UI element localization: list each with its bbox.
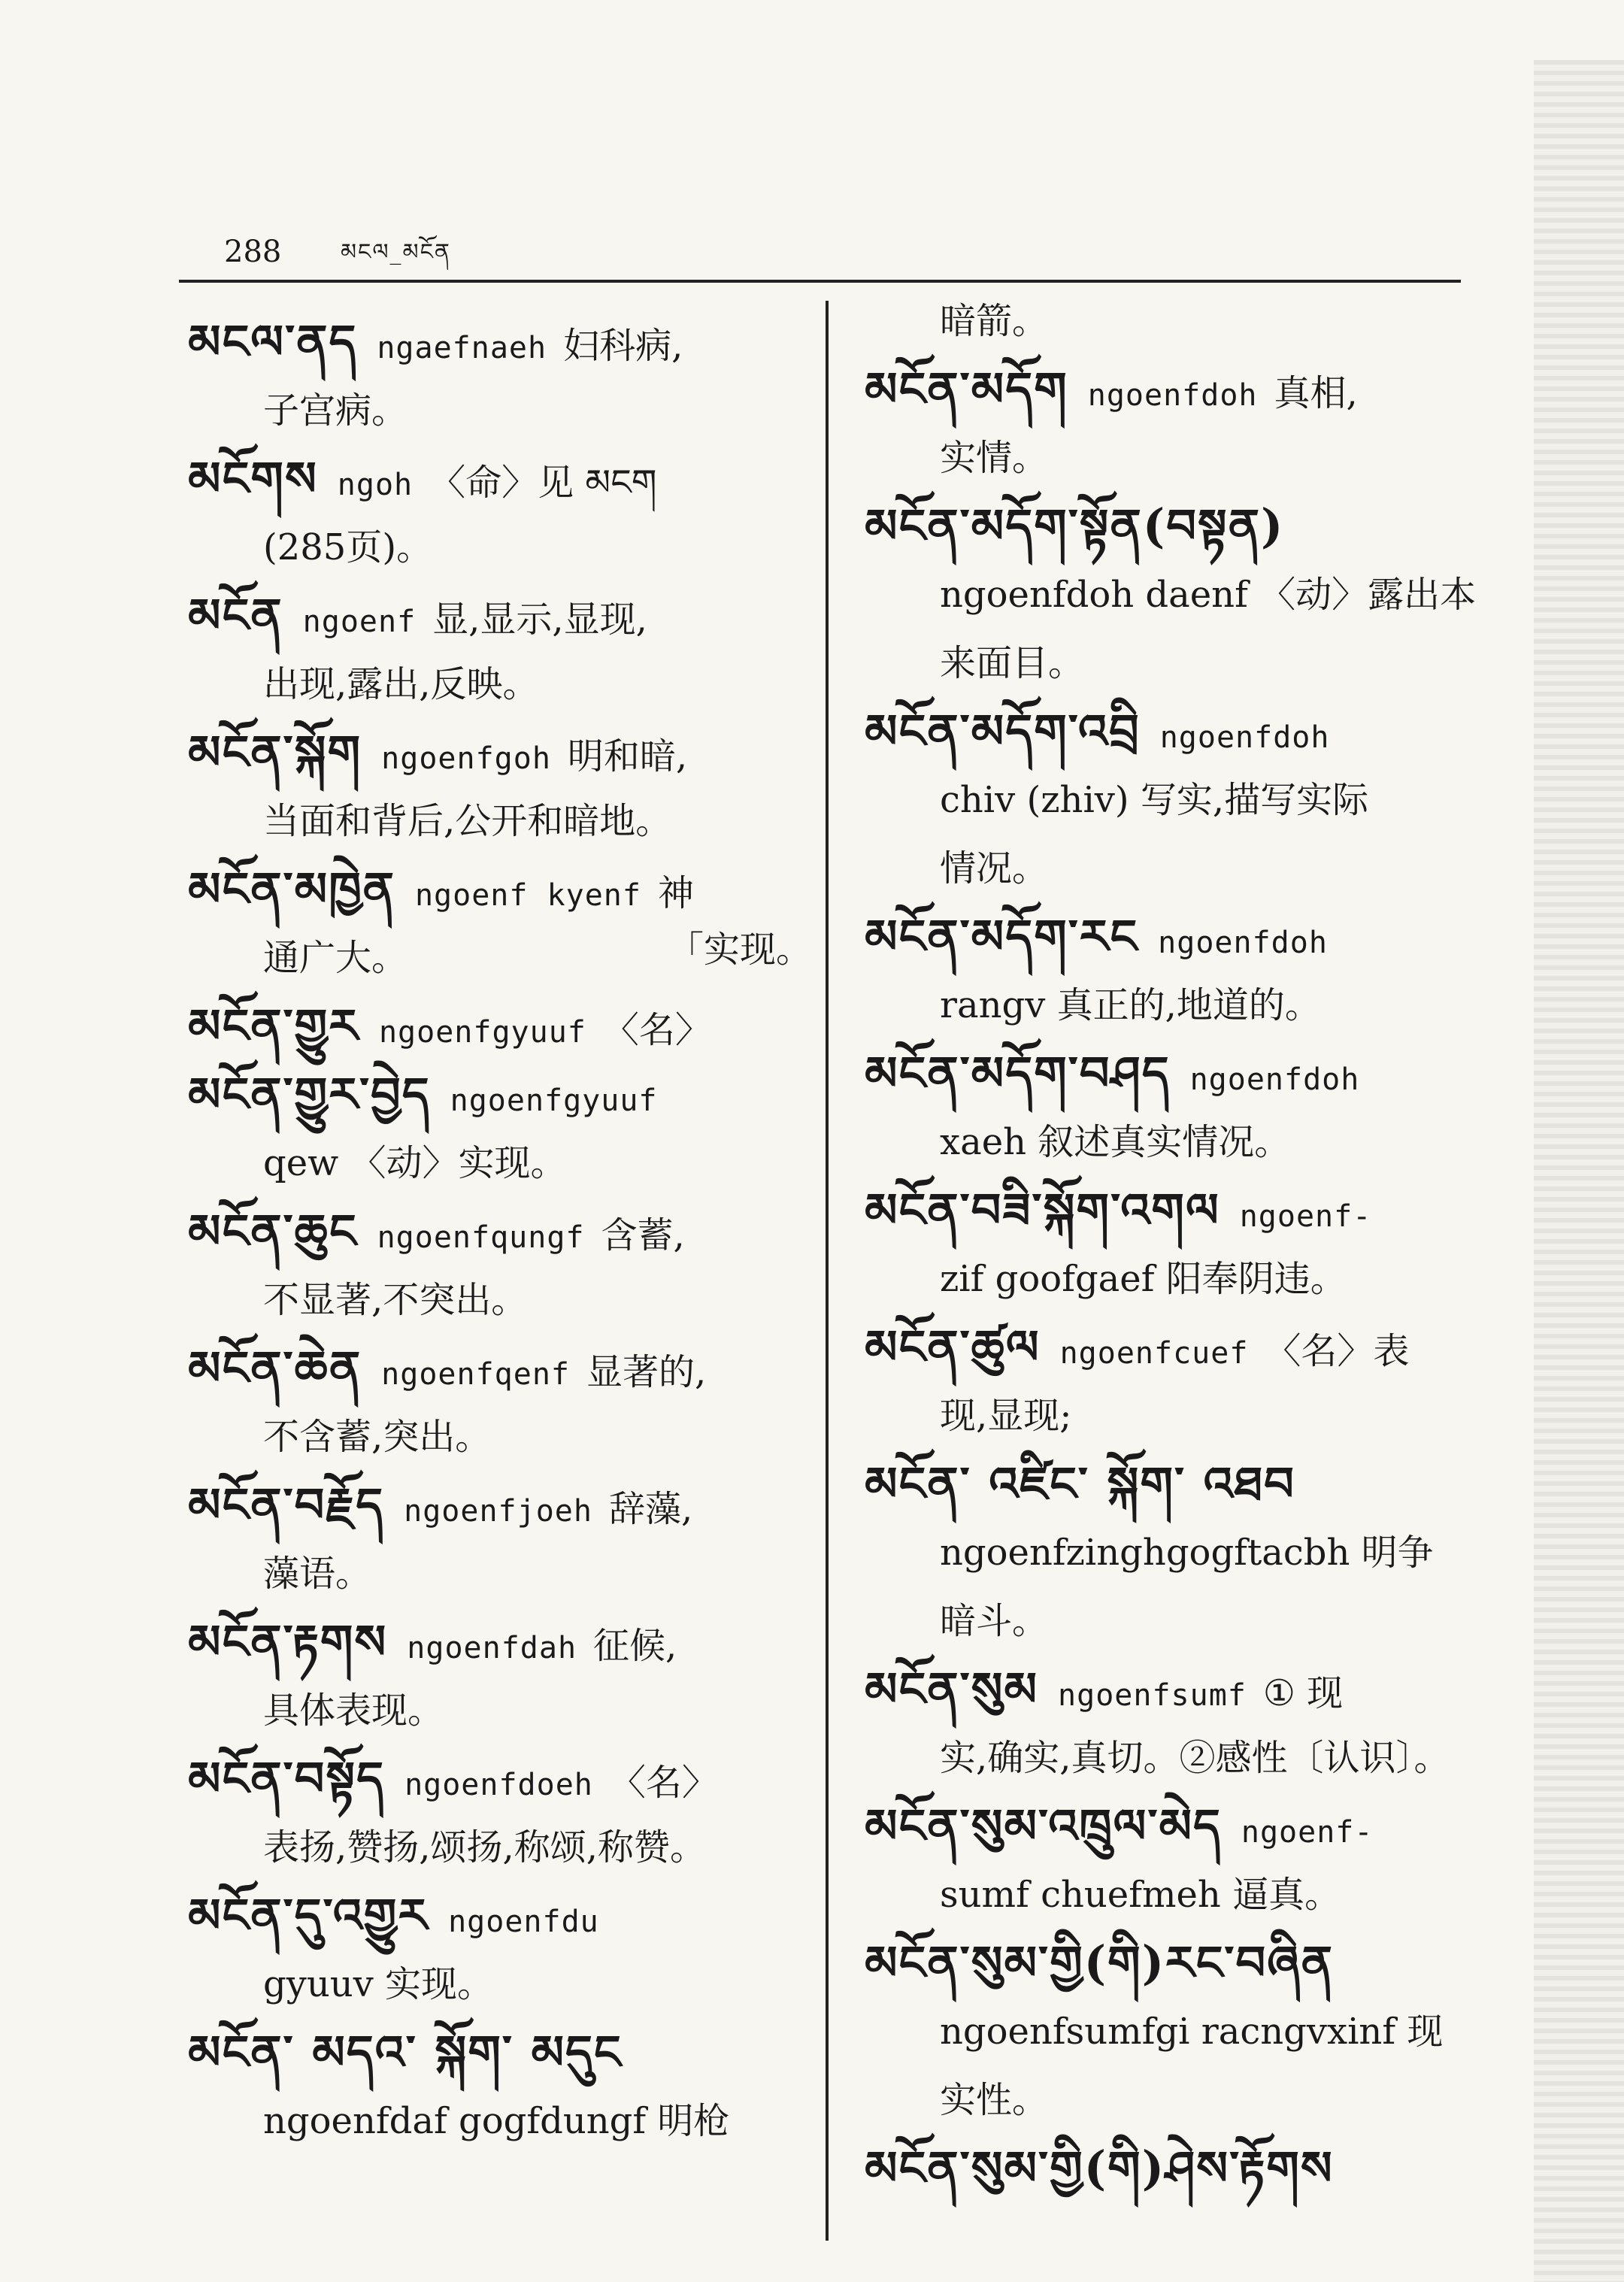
romanization: ngoenfqenf [381,1357,570,1392]
tibetan-headword: མངོན་གྱུར་བྱེད [188,1067,431,1122]
definition: rangv 真正的,地道的。 [940,984,1321,1026]
entry-continuation-line [188,2095,729,2147]
entry-headword-line [188,1890,616,1948]
entry-continuation-line [188,1958,493,2011]
romanization: ngoenfcuef [1059,1336,1249,1371]
definition: 情况。 [940,847,1049,889]
entry-headword-line [865,1458,1315,1514]
entry-continuation-line [865,1390,1071,1442]
definition: 藻语。 [263,1553,372,1595]
definition: zif goofgaef 阳奉阴违。 [940,1258,1347,1300]
tibetan-headword: མངོན་བརྗོད [188,1477,385,1532]
definition: ngoenfdaf gogfdungf 明枪 [263,2100,730,2142]
definition: qew 〈动〉实现。 [263,1142,567,1184]
entry-headword-line [865,1937,1353,1993]
romanization: ngoenf- [1239,1199,1372,1234]
entry-headword-line [865,1663,1343,1722]
romanization: ngoenfgoh [381,741,551,776]
definition: 显,显示,显现, [432,599,647,641]
entry-continuation-line [188,521,432,574]
romanization: ngoenfdoh [1189,1062,1360,1097]
definition: 显著的, [586,1351,707,1393]
entry-continuation-line [865,1253,1347,1305]
tibetan-headword: མངོན་ཚུལ [865,1320,1041,1374]
definition: 〈名〉表 [1265,1330,1410,1372]
entry-continuation-line [188,1684,444,1737]
page-number: 288 [224,235,282,269]
entry-headword-line [865,705,1346,764]
entry-headword-line [188,1068,674,1127]
definition: 子宫病。 [263,389,408,432]
romanization: ngoenfgyuuf [450,1083,658,1118]
definition: ngoenfzinghgogftacbh 明争 [940,1532,1434,1574]
definition: 妇科病, [563,325,683,367]
definition: 来面目。 [940,642,1085,684]
romanization: ngoenfdoh [1158,926,1328,960]
entry-continuation-line [865,568,1476,621]
entry-headword-line [188,589,647,648]
romanization: ngoenfdah [407,1631,577,1665]
romanization: ngoenfqungf [377,1220,585,1255]
tibetan-headword: མངོན་ཆུང [188,1204,358,1259]
scan-edge [1534,60,1624,2282]
definition: 实情。 [940,437,1049,479]
entry-continuation-line [865,1116,1290,1168]
entry-continuation-line [188,1821,706,1874]
definition: 表扬,赞扬,颂扬,称颂,称赞。 [263,1826,707,1868]
tibetan-headword: མངོན [188,588,283,643]
entry-headword-line [188,726,687,785]
entry-continuation-line [188,1137,566,1189]
entry-continuation-line [865,432,1048,484]
romanization: ngoh [337,468,414,502]
definition: 实性。 [940,2079,1049,2121]
entry-continuation-line [188,932,408,984]
definition: 〈命〉见 མངག [429,462,657,504]
entry-headword-line [188,1000,711,1059]
definition: 真相, [1274,372,1358,414]
romanization: ngoenfgyuuf [378,1015,586,1050]
definition: 通广大。 [263,937,408,979]
definition: ngoenfsumfgi racngvxinf 现 [940,2011,1444,2053]
tibetan-headword: མངོན་ཆེན [188,1341,362,1396]
tibetan-headword: མངོན་དུ་འགྱུར [188,1888,429,1943]
definition: chiv (zhiv) 写实,描写实际 [940,779,1369,821]
entry-headword-line [188,1342,706,1401]
definition: ① 现 [1262,1672,1344,1714]
tibetan-headword: མངོན་ མདའ་ སྐོག་ མདུང [188,2025,623,2080]
tibetan-headword: མངལ་ནད [188,314,358,369]
entry-continuation-line [865,1732,1450,1784]
tibetan-headword: མངོན་སུམ [865,1662,1039,1717]
definition: 暗斗。 [940,1600,1049,1642]
entry-headword-line [188,1616,677,1674]
tibetan-headword: མངོན་བསྟོད [188,1751,386,1806]
tibetan-headword: མངོན་མདོག་བཤད [865,1046,1171,1101]
entry-continuation-line [188,1274,527,1326]
running-head: མངལ_མངོན [341,239,451,265]
definition: 当面和背后,公开和暗地。 [263,800,672,842]
tibetan-headword: མངོན་མདོག [865,362,1068,417]
entry-headword-line [865,500,1304,556]
tibetan-headword: མངོན་མཁྱེན [188,862,395,917]
tibetan-headword: མངོགས [188,451,318,506]
entry-headword-line [188,453,657,511]
entry-headword-line [865,1800,1389,1859]
column-divider [826,301,829,2241]
tibetan-headword: མངོན་ འཛིང་ སྐོག་ འཐབ [865,1456,1295,1511]
romanization: ngaefnaeh [377,331,547,365]
definition: 神 [657,872,694,914]
romanization: ngoenfjoeh [404,1494,592,1529]
romanization: ngoenfdoh [1087,378,1258,413]
definition: 〈名〉 [609,1762,718,1804]
tibetan-headword: མངོན་མདོག་འབྲི [865,704,1141,759]
entry-continuation-line [865,979,1321,1032]
tibetan-headword: མངོན་སུམ་གྱི(གི)ཤེས་རྟོགས [865,2141,1334,2196]
entry-headword-line [188,316,683,374]
definition: sumf chuefmeh 逼真。 [940,1874,1341,1916]
entry-headword-line [865,363,1358,422]
tibetan-headword: མངོན་མདོག་རང [865,909,1139,964]
definition: 征候, [593,1625,677,1667]
entry-continuation-line [188,1547,371,1600]
entry-continuation-line [865,1595,1048,1647]
entry-continuation-line [865,1526,1434,1579]
entry-continuation-line [188,1411,491,1463]
romanization: ngoenfdu [448,1905,599,1939]
tibetan-headword: མངོན་རྟགས [188,1614,388,1669]
entry-headword-line [188,863,694,922]
romanization: ngoenf- [1241,1815,1374,1850]
definition: 辞藻, [608,1488,693,1530]
tibetan-headword: མངོན་བཟི་སྐོག་འགལ [865,1183,1220,1238]
margin-note: 「实现。 [667,929,812,971]
entry-headword-line [188,1479,692,1538]
romanization: ngoenf [302,605,417,639]
definition: 具体表现。 [263,1690,444,1732]
romanization: ngoenf kyenf [414,878,641,913]
entry-continuation-line [865,1868,1341,1921]
entry-continuation-line [188,658,539,711]
entry-headword-line [865,1184,1388,1243]
entry-headword-line [188,1753,718,1811]
romanization: ngoenfsumf [1058,1678,1247,1713]
definition: 实,确实,真切。②感性〔认识〕。 [940,1737,1450,1779]
entry-headword-line [188,2026,642,2083]
tibetan-headword: མངོན་སྐོག [188,725,362,780]
entry-continuation-line [865,2074,1048,2126]
definition: 不显著,不突出。 [263,1279,528,1321]
definition: 出现,露出,反映。 [263,663,539,705]
entry-continuation-line [865,842,1048,895]
entry-headword-line [188,1205,685,1264]
page-header [179,220,1461,283]
definition: ngoenfdoh daenf 〈动〉露出本 [940,574,1477,616]
definition: (285页)。 [263,526,433,568]
entry-continuation-line [865,295,1048,347]
entry-continuation-line [865,2005,1443,2058]
entry-continuation-line [188,795,671,847]
tibetan-headword: མངོན་སུམ་འཁྲུལ་མེད [865,1799,1222,1853]
entry-continuation-line [865,637,1084,689]
definition: gyuuv 实现。 [263,1963,494,2005]
entry-continuation-line [865,774,1368,826]
tibetan-headword: མངོན་སུམ་གྱི(གི)རང་བཞིན [865,1935,1334,1990]
definition: 不含蓄,突出。 [263,1416,492,1458]
tibetan-headword: མངོན་གྱུར [188,999,359,1053]
definition: 含蓄, [601,1214,685,1256]
definition: 暗箭。 [940,300,1049,342]
romanization: ngoenfdoh [1159,720,1330,755]
entry-headword-line [865,911,1344,969]
definition: 明和暗, [567,735,688,777]
definition: 〈名〉 [602,1009,711,1051]
definition: xaeh 叙述真实情况。 [940,1121,1291,1163]
entry-headword-line [865,2142,1353,2199]
entry-continuation-line [188,384,408,437]
entry-headword-line [865,1047,1376,1106]
definition: 现,显现; [940,1395,1072,1437]
romanization: ngoenfdoeh [404,1768,593,1802]
tibetan-headword: མངོན་མདོག་སྟོན(བསྟན) [865,499,1285,553]
entry-headword-line [865,1321,1409,1380]
